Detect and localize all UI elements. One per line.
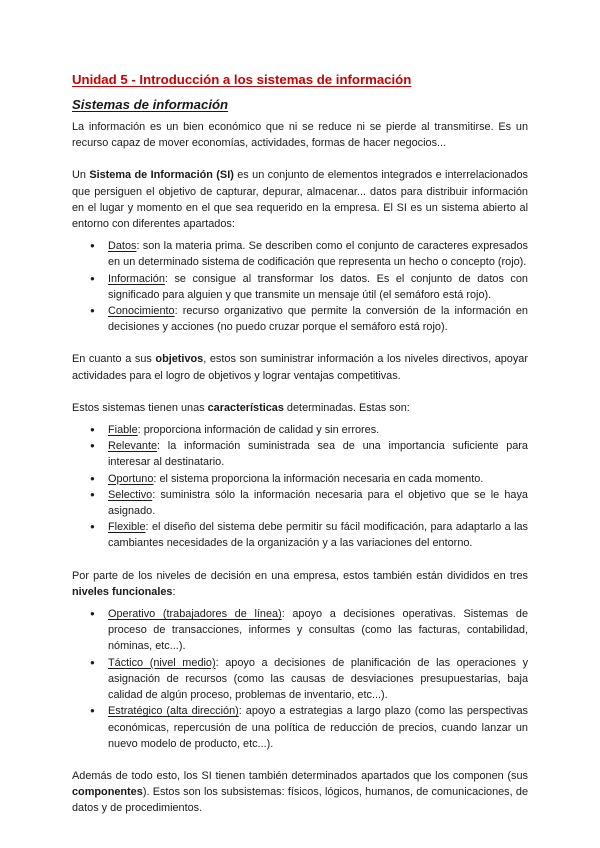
list-item: ● Conocimiento: recurso organizativo que permite la conversión de la información en decisiones y acciones (no puedo cruzar porque el semáforo está rojo). <box>90 303 528 335</box>
section-heading: Sistemas de información <box>72 97 229 112</box>
caracteristicas-intro: Estos sistemas tienen unas características determinadas. Estas son: <box>72 401 410 414</box>
list-item: ● Relevante: la información suministrada sea de una importancia suficiente para interesar al destinatario. <box>90 438 528 470</box>
list-item: ● Oportuno: el sistema proporciona la información necesaria en cada momento. <box>90 471 528 487</box>
list-item: ● Selectivo: suministra sólo la información necesaria para el objetivo que se le haya asignado. <box>90 487 528 519</box>
si-definition-paragraph: Un Sistema de Información (SI) es un conjunto de elementos integrados e interrelacionados que persiguen el objetivo de capturar, depurar, almacenar... datos para distribuir información en el lugar y momento en el que sea requerido en la empresa. El SI es un sistema abierto al entorno con diferentes apartados: <box>72 169 528 231</box>
list-item: ● Datos: son la materia prima. Se describen como el conjunto de caracteres expresados en un determinado sistema de codificación que representa un hecho o concepto (rojo). <box>90 238 528 270</box>
list-item: ● Información: se consigue al transformar los datos. Es el conjunto de datos con significado para alguien y que transmite un mensaje útil (el semáforo está rojo). <box>90 271 528 303</box>
niveles-list <box>72 606 528 752</box>
list-item: ● Fiable: proporciona información de calidad y sin errores. <box>90 422 528 438</box>
caracteristicas-list <box>72 422 528 552</box>
intro-paragraph: La información es un bien económico que ni se reduce ni se pierde al transmitirse. Es un recurso capaz de mover economías, actividades, formas de hacer negocios... <box>72 121 528 150</box>
list-item: ● Flexible: el diseño del sistema debe permitir su fácil modificación, para adaptarlo a las cambiantes necesidades de la organización y a las variaciones del entorno. <box>90 519 528 551</box>
componentes-paragraph: Además de todo esto, los SI tienen también determinados apartados que los componen (sus componentes). Estos son los subsistemas: físicos, lógicos, humanos, de comunicaciones, de datos y de procedimientos. <box>72 769 528 815</box>
objetivos-paragraph: En cuanto a sus objetivos, estos son suministrar información a los niveles directivos, apoyar actividades para el logro de objetivos y lograr ventajas competitivas. <box>72 353 528 382</box>
page-title: Unidad 5 - Introducción a los sistemas de información <box>72 72 412 87</box>
list-item: ● Táctico (nivel medio): apoyo a decisiones de planificación de las operaciones y asignación de recursos (como las causas de desviaciones presupuestarias, baja calidad de algún proceso, problemas de inventario, etc...). <box>90 655 528 704</box>
niveles-intro: Por parte de los niveles de decisión en una empresa, estos también están divididos en tres niveles funcionales: <box>72 569 528 598</box>
si-term: Sistema de Información (SI) <box>89 169 234 182</box>
list-item: ● Estratégico (alta dirección): apoyo a estrategias a largo plazo (como las perspectivas económicas, repercusión de una política de reducción de precios, cuando lanzar un nuevo modelo de producto, etc...). <box>90 703 528 752</box>
list-item: ● Operativo (trabajadores de línea): apoyo a decisiones operativas. Sistemas de proceso de transacciones, informes y consultas (como las facturas, contabilidad, nóminas, etc...). <box>90 606 528 655</box>
apartados-list <box>72 238 528 335</box>
